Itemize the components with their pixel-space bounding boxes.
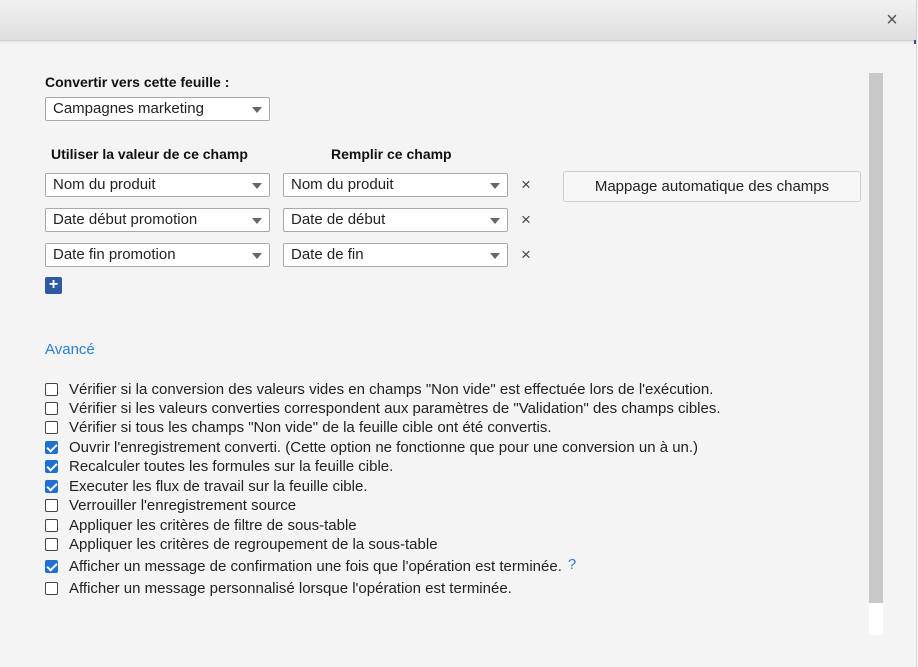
- dialog-titlebar: [0, 0, 916, 41]
- option-label: Vérifier si la conversion des valeurs vides en champs "Non vide" est effectuée lors de l'exécution.: [69, 380, 714, 398]
- option-label: Executer les flux de travail sur la feuille cible.: [69, 477, 368, 495]
- option-checkbox[interactable]: [45, 560, 58, 573]
- target-sheet-value: Campagnes marketing: [53, 100, 204, 117]
- option-checkbox[interactable]: [45, 499, 58, 512]
- remove-icon[interactable]: ×: [521, 210, 531, 229]
- option-checkbox[interactable]: [45, 480, 58, 493]
- vertical-scrollbar[interactable]: [869, 73, 883, 635]
- option-checkbox[interactable]: [45, 402, 58, 415]
- chevron-down-icon: [252, 218, 262, 224]
- option-row: [45, 418, 552, 436]
- chevron-down-icon: [252, 183, 262, 189]
- mapping-target-value: Nom du produit: [291, 176, 394, 193]
- automap-fields-button[interactable]: Mappage automatique des champs: [563, 171, 861, 202]
- target-column-header: Remplir ce champ: [331, 146, 452, 162]
- plus-icon[interactable]: +: [45, 277, 62, 294]
- option-checkbox[interactable]: [45, 383, 58, 396]
- mapping-target-value: Date de début: [291, 211, 386, 228]
- option-row: [45, 516, 357, 534]
- option-checkbox[interactable]: [45, 460, 58, 473]
- option-label: Afficher un message de confirmation une fois que l'opération est terminée.: [69, 557, 562, 575]
- option-label: Ouvrir l'enregistrement converti. (Cette option ne fonctionne que pour une conversion un à un.): [69, 438, 699, 456]
- chevron-down-icon: [252, 253, 262, 259]
- option-label: Appliquer les critères de filtre de sous-table: [69, 516, 357, 534]
- option-row: [45, 496, 296, 514]
- target-sheet-select[interactable]: [45, 97, 270, 121]
- help-icon[interactable]: ?: [567, 555, 577, 573]
- option-checkbox[interactable]: [45, 421, 58, 434]
- chevron-down-icon: [490, 183, 500, 189]
- mapping-source-value: Nom du produit: [53, 176, 156, 193]
- chevron-down-icon: [490, 253, 500, 259]
- advanced-link[interactable]: Avancé: [45, 341, 95, 358]
- option-label: Afficher un message personnalisé lorsque l'opération est terminée.: [69, 579, 512, 597]
- option-label: Vérifier si les valeurs converties correspondent aux paramètres de "Validation" des champs cibles.: [69, 399, 721, 417]
- option-row: [45, 477, 367, 495]
- remove-icon[interactable]: ×: [521, 245, 531, 264]
- window-edge-accent: [914, 40, 916, 44]
- target-sheet-label: Convertir vers cette feuille :: [45, 74, 230, 90]
- remove-icon[interactable]: ×: [521, 175, 531, 194]
- option-row: [45, 579, 512, 597]
- option-label: Verrouiller l'enregistrement source: [69, 496, 297, 514]
- option-checkbox[interactable]: [45, 441, 58, 454]
- option-label: Recalculer toutes les formules sur la feuille cible.: [69, 457, 394, 475]
- mapping-source-select[interactable]: [45, 173, 270, 197]
- mapping-source-value: Date début promotion: [53, 211, 198, 228]
- chevron-down-icon: [252, 107, 262, 113]
- option-row: [45, 438, 698, 456]
- option-checkbox[interactable]: [45, 582, 58, 595]
- close-icon[interactable]: ×: [886, 9, 898, 31]
- scrollbar-thumb[interactable]: [869, 73, 883, 603]
- option-label: Vérifier si tous les champs "Non vide" de la feuille cible ont été convertis.: [69, 418, 552, 436]
- option-row: [45, 457, 393, 475]
- option-label: Appliquer les critères de regroupement de la sous-table: [69, 535, 438, 553]
- mapping-source-select[interactable]: [45, 208, 270, 232]
- mapping-target-select[interactable]: [283, 243, 508, 267]
- option-row: [45, 380, 713, 398]
- mapping-source-value: Date fin promotion: [53, 246, 176, 263]
- source-column-header: Utiliser la valeur de ce champ: [51, 146, 248, 162]
- option-row: [45, 535, 438, 553]
- option-row: [45, 557, 576, 575]
- mapping-target-value: Date de fin: [291, 246, 364, 263]
- option-checkbox[interactable]: [45, 538, 58, 551]
- mapping-target-select[interactable]: [283, 173, 508, 197]
- mapping-target-select[interactable]: [283, 208, 508, 232]
- mapping-source-select[interactable]: [45, 243, 270, 267]
- option-checkbox[interactable]: [45, 519, 58, 532]
- chevron-down-icon: [490, 218, 500, 224]
- option-row: [45, 399, 721, 417]
